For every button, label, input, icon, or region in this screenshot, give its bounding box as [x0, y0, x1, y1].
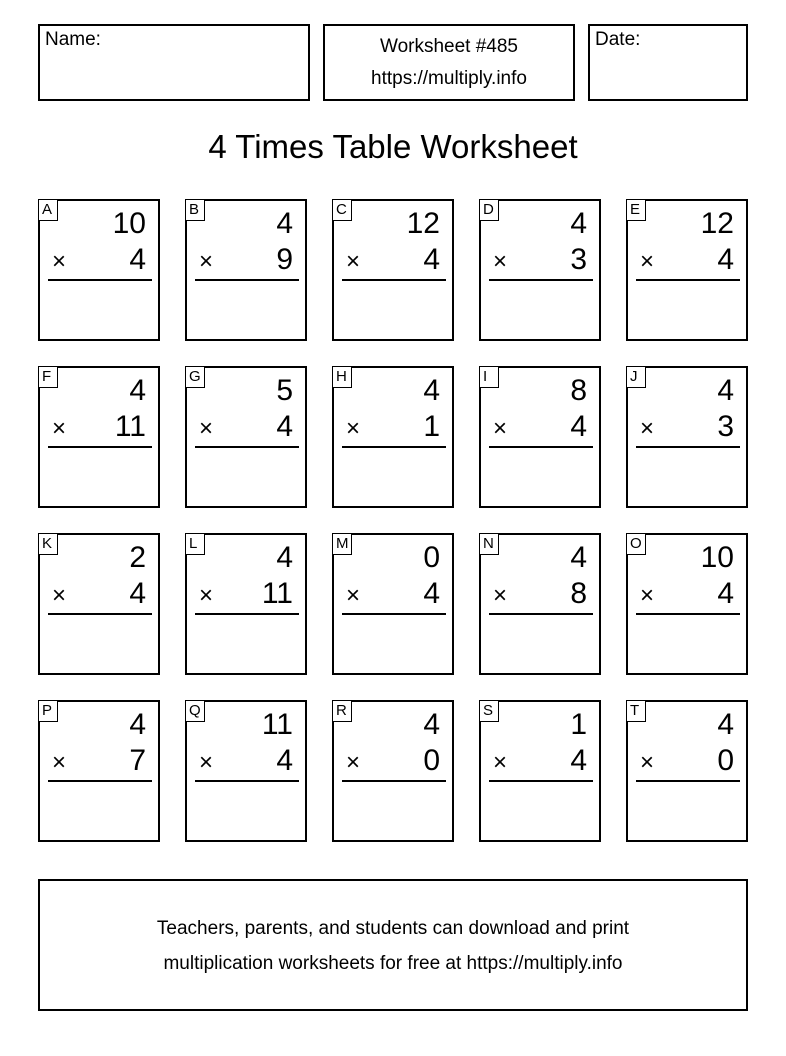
problem-letter: C	[332, 199, 352, 221]
problem-letter: S	[479, 700, 499, 722]
times-sign: ×	[493, 582, 508, 609]
times-sign: ×	[640, 749, 655, 776]
name-label: Name:	[45, 29, 101, 50]
answer-line	[342, 279, 446, 281]
problem-card	[332, 199, 454, 341]
problem-letter: D	[479, 199, 499, 221]
answer-area[interactable]	[636, 786, 740, 834]
multiplier: 4	[717, 577, 734, 610]
footer-line-2: multiplication worksheets for free at https://multiply.info	[163, 953, 623, 974]
problem-letter: F	[38, 366, 58, 388]
problem-card	[332, 533, 454, 675]
name-box	[38, 24, 310, 101]
times-sign: ×	[199, 415, 214, 442]
problem-card	[185, 533, 307, 675]
answer-area[interactable]	[195, 619, 299, 667]
multiplicand: 12	[406, 207, 440, 240]
multiplier: 4	[129, 243, 146, 276]
answer-area[interactable]	[342, 619, 446, 667]
problem-card	[332, 700, 454, 842]
multiplicand: 0	[423, 541, 440, 574]
multiplicand: 4	[129, 708, 146, 741]
times-sign: ×	[52, 248, 67, 275]
problem-card	[38, 366, 160, 508]
multiplicand: 4	[423, 374, 440, 407]
problem-letter: Q	[185, 700, 205, 722]
multiplicand: 1	[570, 708, 587, 741]
answer-area[interactable]	[48, 452, 152, 500]
times-sign: ×	[493, 749, 508, 776]
date-label: Date:	[595, 29, 641, 50]
footer-box	[38, 879, 748, 1011]
multiplicand: 8	[570, 374, 587, 407]
multiplier: 0	[423, 744, 440, 777]
problem-letter: P	[38, 700, 58, 722]
problem-letter: L	[185, 533, 205, 555]
times-sign: ×	[199, 582, 214, 609]
times-sign: ×	[199, 749, 214, 776]
footer-line-1: Teachers, parents, and students can download and print	[156, 918, 630, 939]
answer-line	[195, 446, 299, 448]
problem-card	[332, 366, 454, 508]
times-sign: ×	[346, 749, 361, 776]
answer-area[interactable]	[636, 285, 740, 333]
multiplicand: 10	[700, 541, 734, 574]
multiplicand: 2	[129, 541, 146, 574]
problem-letter: T	[626, 700, 646, 722]
problem-card	[38, 700, 160, 842]
answer-area[interactable]	[342, 452, 446, 500]
answer-area[interactable]	[48, 619, 152, 667]
problem-letter: E	[626, 199, 646, 221]
multiplicand: 4	[276, 541, 293, 574]
problem-card	[479, 533, 601, 675]
answer-area[interactable]	[489, 452, 593, 500]
answer-line	[636, 780, 740, 782]
multiplier: 4	[276, 410, 293, 443]
multiplicand: 4	[717, 374, 734, 407]
answer-area[interactable]	[342, 285, 446, 333]
multiplier: 8	[570, 577, 587, 610]
multiplier: 4	[423, 243, 440, 276]
worksheet-url: https://multiply.info	[371, 68, 527, 89]
answer-line	[342, 613, 446, 615]
times-sign: ×	[346, 248, 361, 275]
multiplier: 4	[717, 243, 734, 276]
multiplier: 4	[276, 744, 293, 777]
answer-line	[48, 279, 152, 281]
multiplier: 4	[129, 577, 146, 610]
problem-letter: G	[185, 366, 205, 388]
multiplicand: 5	[276, 374, 293, 407]
problem-card	[626, 199, 748, 341]
multiplier: 11	[261, 577, 293, 610]
multiplicand: 12	[700, 207, 734, 240]
answer-line	[48, 446, 152, 448]
answer-area[interactable]	[48, 786, 152, 834]
answer-area[interactable]	[48, 285, 152, 333]
times-sign: ×	[346, 415, 361, 442]
answer-line	[195, 279, 299, 281]
page-title: 4 Times Table Worksheet	[208, 128, 578, 165]
problem-card	[479, 199, 601, 341]
answer-area[interactable]	[489, 619, 593, 667]
problem-letter: B	[185, 199, 205, 221]
answer-area[interactable]	[636, 452, 740, 500]
multiplicand: 10	[112, 207, 146, 240]
times-sign: ×	[640, 248, 655, 275]
problem-letter: N	[479, 533, 499, 555]
worksheet-number: Worksheet #485	[379, 36, 518, 57]
answer-line	[48, 613, 152, 615]
answer-line	[48, 780, 152, 782]
multiplier: 9	[276, 243, 293, 276]
problem-letter: M	[332, 533, 352, 555]
problem-letter: O	[626, 533, 646, 555]
multiplicand: 11	[261, 708, 293, 741]
problem-card	[479, 366, 601, 508]
problem-letter: R	[332, 700, 352, 722]
multiplier: 4	[570, 410, 587, 443]
multiplicand: 4	[717, 708, 734, 741]
multiplicand: 4	[276, 207, 293, 240]
problem-card	[185, 700, 307, 842]
multiplier: 1	[423, 410, 440, 443]
answer-line	[489, 446, 593, 448]
times-sign: ×	[640, 582, 655, 609]
problem-card	[185, 366, 307, 508]
problem-card	[626, 533, 748, 675]
answer-line	[489, 780, 593, 782]
problem-letter: H	[332, 366, 352, 388]
multiplicand: 4	[423, 708, 440, 741]
answer-area[interactable]	[342, 786, 446, 834]
problem-letter: J	[626, 366, 646, 388]
multiplier: 11	[114, 410, 146, 443]
answer-area[interactable]	[195, 285, 299, 333]
problem-card	[626, 366, 748, 508]
times-sign: ×	[52, 415, 67, 442]
multiplier: 4	[570, 744, 587, 777]
multiplier: 4	[423, 577, 440, 610]
answer-line	[195, 613, 299, 615]
answer-line	[342, 446, 446, 448]
multiplier: 7	[129, 744, 146, 777]
answer-line	[195, 780, 299, 782]
multiplier: 0	[717, 744, 734, 777]
answer-area[interactable]	[489, 285, 593, 333]
times-sign: ×	[52, 749, 67, 776]
times-sign: ×	[493, 248, 508, 275]
answer-area[interactable]	[489, 786, 593, 834]
times-sign: ×	[199, 248, 214, 275]
multiplier: 3	[570, 243, 587, 276]
problem-card	[626, 700, 748, 842]
multiplier: 3	[717, 410, 734, 443]
times-sign: ×	[52, 582, 67, 609]
answer-line	[489, 613, 593, 615]
problem-card	[185, 199, 307, 341]
worksheet-info-box	[323, 24, 575, 101]
answer-line	[636, 613, 740, 615]
problem-letter: A	[38, 199, 58, 221]
problem-letter: I	[479, 366, 499, 388]
multiplicand: 4	[570, 207, 587, 240]
answer-area[interactable]	[195, 452, 299, 500]
times-sign: ×	[493, 415, 508, 442]
times-sign: ×	[640, 415, 655, 442]
answer-line	[636, 279, 740, 281]
answer-area[interactable]	[195, 786, 299, 834]
problem-card	[38, 533, 160, 675]
times-sign: ×	[346, 582, 361, 609]
problem-card	[479, 700, 601, 842]
date-box	[588, 24, 748, 101]
answer-line	[636, 446, 740, 448]
answer-area[interactable]	[636, 619, 740, 667]
multiplicand: 4	[570, 541, 587, 574]
problem-letter: K	[38, 533, 58, 555]
multiplicand: 4	[129, 374, 146, 407]
problem-card	[38, 199, 160, 341]
answer-line	[342, 780, 446, 782]
answer-line	[489, 279, 593, 281]
